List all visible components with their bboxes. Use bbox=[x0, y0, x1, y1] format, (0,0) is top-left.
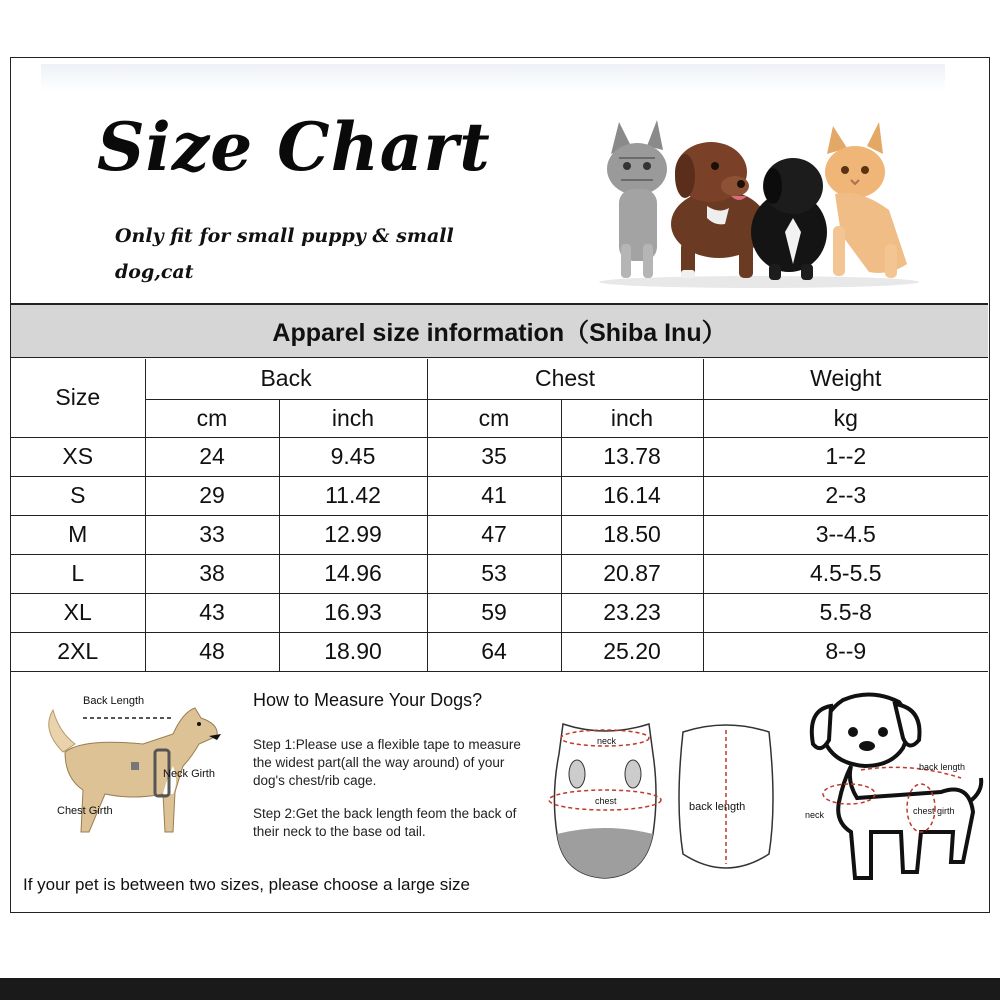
chest-girth-label: Chest Girth bbox=[57, 805, 113, 817]
chest-cm-cell: 64 bbox=[427, 632, 561, 671]
chest-cm-cell: 41 bbox=[427, 476, 561, 515]
back-cm-cell: 24 bbox=[145, 437, 279, 476]
back-cm-header: cm bbox=[145, 399, 279, 437]
chest-inch-header: inch bbox=[561, 399, 703, 437]
table-row bbox=[11, 554, 988, 593]
table-row bbox=[11, 632, 988, 671]
back-group-header: Back bbox=[145, 359, 427, 399]
chest-inch-cell: 13.78 bbox=[561, 437, 703, 476]
puppy-neck-label: neck bbox=[805, 810, 825, 820]
measure-step-2: Step 2:Get the back length feom the back of their neck to the base od tail. bbox=[253, 806, 517, 839]
chest-cm-cell: 59 bbox=[427, 593, 561, 632]
back-inch-cell: 16.93 bbox=[279, 593, 427, 632]
measure-step-1: Step 1:Please use a flexible tape to measure the widest part(all the way around) of your dog's chest/rib cage. bbox=[253, 737, 521, 788]
size-table bbox=[11, 359, 988, 672]
size-cell: 2XL bbox=[11, 632, 145, 671]
puppy-back-length-label: back length bbox=[919, 762, 966, 772]
back-cm-cell: 29 bbox=[145, 476, 279, 515]
page-title: Size Chart bbox=[97, 108, 491, 186]
measure-heading: How to Measure Your Dogs? bbox=[253, 690, 483, 710]
table-title: Apparel size information（Shiba Inu） bbox=[11, 305, 988, 358]
weight-cell: 1--2 bbox=[703, 437, 988, 476]
weight-kg-header: kg bbox=[703, 399, 988, 437]
header-banner bbox=[41, 64, 945, 300]
chest-inch-cell: 23.23 bbox=[561, 593, 703, 632]
back-inch-header: inch bbox=[279, 399, 427, 437]
back-inch-cell: 14.96 bbox=[279, 554, 427, 593]
orange-kitten-image bbox=[825, 122, 907, 278]
vest-neck-label: neck bbox=[597, 736, 617, 746]
size-cell: M bbox=[11, 515, 145, 554]
pets-photo bbox=[589, 114, 929, 289]
back-cm-cell: 33 bbox=[145, 515, 279, 554]
weight-cell: 4.5-5.5 bbox=[703, 554, 988, 593]
bottom-bar bbox=[0, 978, 1000, 1000]
back-inch-cell: 11.42 bbox=[279, 476, 427, 515]
size-cell: S bbox=[11, 476, 145, 515]
vest-back-diagram bbox=[671, 714, 781, 884]
neck-girth-label: Neck Girth bbox=[163, 768, 215, 780]
size-cell: XS bbox=[11, 437, 145, 476]
table-row bbox=[11, 515, 988, 554]
page-subtitle: Only fit for small puppy & small dog,cat bbox=[115, 225, 454, 283]
chest-inch-cell: 25.20 bbox=[561, 632, 703, 671]
back-cm-cell: 38 bbox=[145, 554, 279, 593]
chest-inch-cell: 18.50 bbox=[561, 515, 703, 554]
back-length-label: Back Length bbox=[83, 695, 145, 707]
weight-cell: 3--4.5 bbox=[703, 515, 988, 554]
brown-puppy-image bbox=[671, 142, 767, 278]
chest-cm-cell: 53 bbox=[427, 554, 561, 593]
vest-back-length-label: back length bbox=[689, 801, 746, 813]
chest-cm-cell: 47 bbox=[427, 515, 561, 554]
back-inch-cell: 9.45 bbox=[279, 437, 427, 476]
weight-cell: 5.5-8 bbox=[703, 593, 988, 632]
weight-group-header: Weight bbox=[703, 359, 988, 399]
back-inch-cell: 12.99 bbox=[279, 515, 427, 554]
tabby-kitten-image bbox=[607, 120, 667, 278]
back-cm-cell: 43 bbox=[145, 593, 279, 632]
chest-cm-cell: 35 bbox=[427, 437, 561, 476]
table-row bbox=[11, 476, 988, 515]
puppy-chest-girth-label: chest girth bbox=[913, 806, 955, 816]
size-chart-card bbox=[10, 57, 990, 913]
black-puppy-image bbox=[751, 158, 827, 280]
back-cm-cell: 48 bbox=[145, 632, 279, 671]
size-cell: XL bbox=[11, 593, 145, 632]
chest-inch-cell: 16.14 bbox=[561, 476, 703, 515]
table-header-row bbox=[11, 359, 988, 399]
size-cell: L bbox=[11, 554, 145, 593]
size-advice-note: If your pet is between two sizes, please choose a large size bbox=[23, 875, 470, 894]
weight-cell: 8--9 bbox=[703, 632, 988, 671]
shiba-dog-illustration bbox=[23, 682, 238, 862]
back-inch-cell: 18.90 bbox=[279, 632, 427, 671]
weight-cell: 2--3 bbox=[703, 476, 988, 515]
chest-group-header: Chest bbox=[427, 359, 703, 399]
vest-chest-label: chest bbox=[595, 796, 617, 806]
vest-front-diagram bbox=[541, 714, 671, 884]
measure-section bbox=[11, 671, 988, 912]
table-units-row bbox=[11, 399, 988, 437]
puppy-outline-illustration bbox=[791, 682, 986, 892]
size-column-header: Size bbox=[11, 359, 145, 437]
table-row bbox=[11, 593, 988, 632]
table-row bbox=[11, 437, 988, 476]
chest-cm-header: cm bbox=[427, 399, 561, 437]
chest-inch-cell: 20.87 bbox=[561, 554, 703, 593]
